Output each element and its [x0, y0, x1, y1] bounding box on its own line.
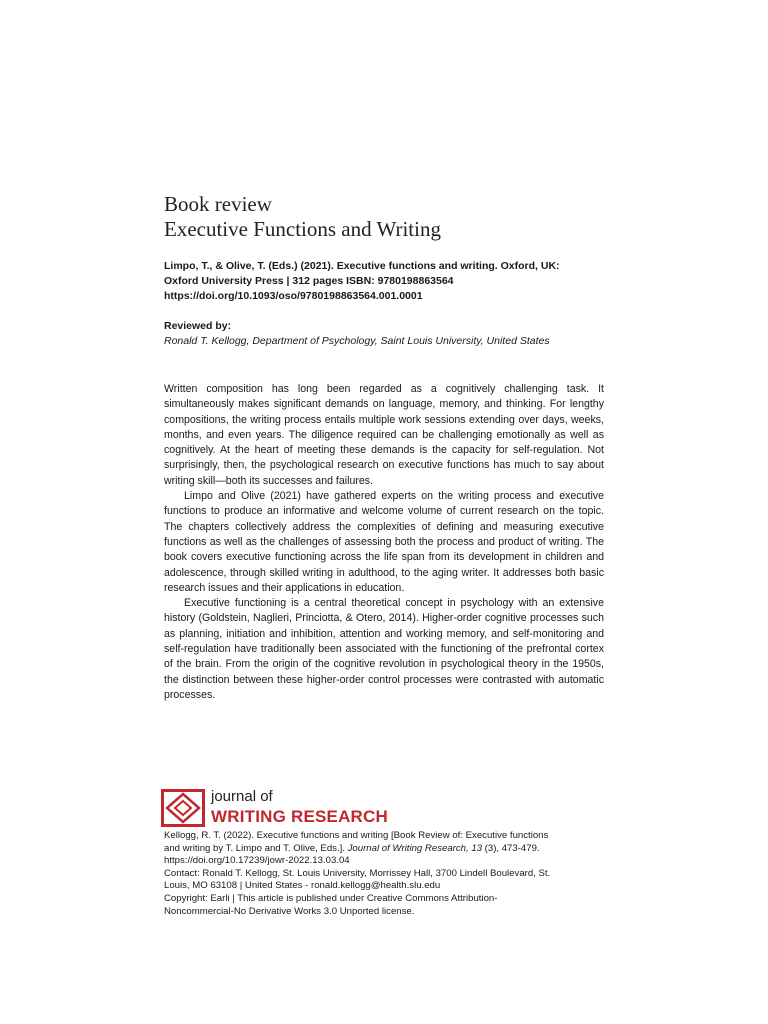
- reviewer-block: [164, 319, 624, 349]
- journal-logo-line-1: journal of: [211, 788, 273, 805]
- journal-logo-line-2: WRITING RESEARCH: [211, 807, 388, 826]
- book-title-heading: Executive Functions and Writing: [164, 217, 441, 241]
- article-metadata: [164, 830, 604, 918]
- paragraph-2: Limpo and Olive (2021) have gathered experts on the writing process and executive functions to produce an informative and welcome volume of current research on the topic. The chapters collectively address the complexities of defining and measuring executive functions as well as the challenges of assessing both the process and product of writing. The book covers executive functioning across the life span from its development in children and adolescence, through skilled writing in adulthood, to the aging writer. It addresses both basic research issues and their applications in education.: [164, 490, 604, 594]
- footer-copyright-line-1: Copyright: Earli | This article is published under Creative Commons Attribution-: [164, 892, 498, 904]
- citation-line-1: Limpo, T., & Olive, T. (Eds.) (2021). Executive functions and writing. Oxford, UK:: [164, 260, 560, 272]
- book-citation: [164, 259, 604, 304]
- footer-citation-pages: (3), 473-479.: [482, 842, 540, 854]
- footer-copyright-line-2: Noncommercial-No Derivative Works 3.0 Unported license.: [164, 905, 415, 917]
- footer-doi-link[interactable]: https://doi.org/10.17239/jowr-2022.13.03.04: [164, 855, 350, 867]
- reviewed-by-label: Reviewed by:: [164, 320, 232, 332]
- title-block: [164, 192, 604, 242]
- article-body: [164, 382, 604, 703]
- footer-contact-line-2: Louis, MO 63108 | United States - ronald.kellogg@health.slu.edu: [164, 880, 441, 892]
- footer-contact-line-1: Contact: Ronald T. Kellogg, St. Louis University, Morrissey Hall, 3700 Lindell Boulevard, St.: [164, 867, 551, 879]
- journal-logo: [161, 788, 388, 829]
- footer-journal-name: Journal of Writing Research, 13: [347, 842, 482, 854]
- footer-citation-line-2: [164, 843, 604, 856]
- footer-citation-line-1: Kellogg, R. T. (2022). Executive functions and writing [Book Review of: Executive functions: [164, 830, 549, 841]
- review-type-heading: Book review: [164, 192, 272, 216]
- journal-logo-icon: [161, 789, 205, 827]
- reviewer-name: Ronald T. Kellogg, Department of Psychology, Saint Louis University, United States: [164, 335, 550, 347]
- paragraph-1: Written composition has long been regarded as a cognitively challenging task. It simultaneously makes significant demands on language, memory, and thinking. For lengthy compositions, the writing process entails multiple work sessions extending over days, weeks, months, and even years. The diligence required can be challenging emotionally as well as cognitively. At the heart of meeting these demands is the capacity for self-regulation. Not surprisingly, then, the psychological research on executive functions has much to say about writing skill—both its successes and failures.: [164, 383, 604, 487]
- citation-line-2: Oxford University Press | 312 pages ISBN: 9780198863564: [164, 275, 454, 287]
- paragraph-3: Executive functioning is a central theoretical concept in psychology with an extensive history (Goldstein, Naglieri, Princiotta, & Otero, 2014). Higher-order cognitive processes such as planning, initiation and inhibition, attention and working memory, and self-monitoring and self-regulation have traditionally been associated with the functioning of the prefrontal cortex of the brain. From the origin of the cognitive revolution in psychological theory in the 1950s, the distinction between these higher-order control processes were contrasted with automatic processes.: [164, 597, 604, 701]
- footer-citation-text: and writing by T. Limpo and T. Olive, Eds.].: [164, 842, 348, 854]
- citation-doi-link[interactable]: https://doi.org/10.1093/oso/9780198863564.001.0001: [164, 290, 423, 302]
